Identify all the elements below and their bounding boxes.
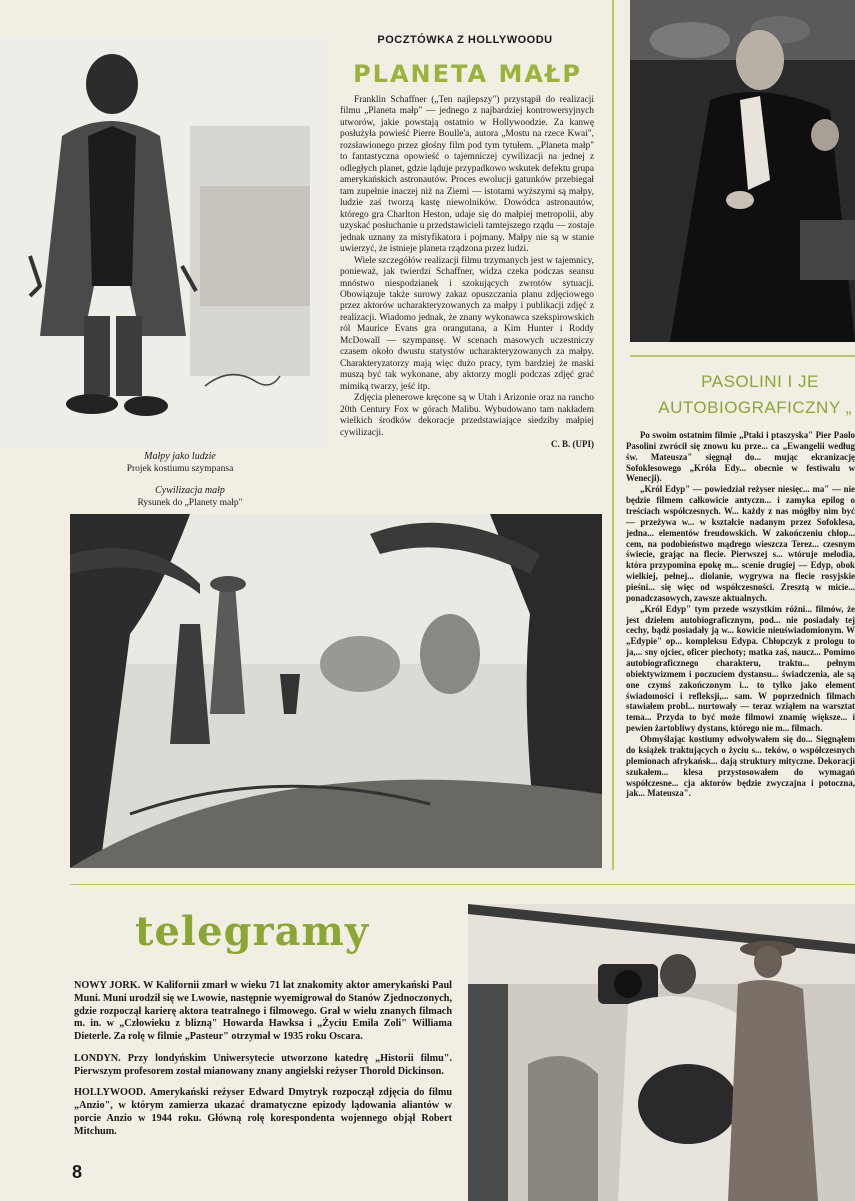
right-article-paragraph: „Król Edyp" tym przede wszystkim różni... filmów, że jest dziełem autobiograficznym, pod... nie posiadały tej cechy, bądź posiadały ją w... kowicie nieuświadomionym. W „Edypie" op... kompleksu Edypa. Chłopczyk z prologu to ja,... sny ojciec, oficer piechoty; matka zaś, naucz... Pomimo autobiograficznego charakteru, traktu... pełnym obiektywizmem i poczuciem dystansu... świadczenia, ale są one czymś zakończonym i... to tylko jako element świadomości i refleksji,... sam. W poprzednich filmach stawiałem probl... nurtowały — teraz wziąłem na warsztat tema... Przyda to być może filmowi znamię większe... i pewien żartobliwy dystans, którego nie m... filmach. [626,603,855,734]
article-paragraph: Zdjęcia plenerowe kręcone są w Utah i Arizonie oraz na rancho 20th Century Fox w górach Malibu. Wybudowano tam nakładem wielkich środków dekoracje przedstawiające siedziby małpiej cywilizacji. [340,393,594,438]
telegram-text: Amerykański reżyser Edward Dmytryk rozpoczął zdjęcia do filmu „Anzio", w którym zamierza ukazać dramatyczne epizody lądowania aliantów w porcie Anzio w 1944 roku. Główną rolę korespondenta wojennego objął Robert Mitchum. [74,1087,452,1137]
right-article-paragraph: „Król Edyp" — powiedział reżyser niesięc... ma" — nie będzie filmem całkowicie antyczn... i zamyka epilog o treściach współczesnych. W... każdy z nas mógłby nim być — przeżywa w... w kształcie nadanym przez Sofoklesa, jedna... elementów freudowskich. W zakończeniu chłop... cem, na podobieństwo mądrego wieszcza Terez... czesnym świecie, grając na flecie. Pierwszej s... wtóruje melodia, która przypomina epokę m... scenie drugiej — Edyp, obok wielkiej, pełnej... diolanie, wygrywa na flecie rosyjskie pieśni... się więc od współczesności. Zresztą w micie... ponadczasowych, zawsze aktualnych. [626,484,855,603]
article-signature: C. B. (UPI) [551,439,594,450]
ape-civilization-drawing [70,514,602,868]
telegrams-list [74,980,452,1147]
telegram-city: LONDYN. [74,1052,121,1064]
telegram-city: NOWY JORK. [74,980,141,991]
telegram-item [74,980,452,1044]
telegram-item [74,1087,452,1138]
telegram-item [74,1053,452,1079]
section-rule [70,884,855,885]
article-paragraph: Franklin Schaffner („Ten najlepszy") przystąpił do realizacji filmu „Planeta małp" — jednego z najbardziej kontrowersyjnych utworów, jakie powstają ostatnio w Hollywoodzie. Za kanwę posłużyła powieść Pierre Boulle'a, autora „Mostu na rzece Kwai", rozsławionego przez głośny film pod tym tytułem. „Planeta małp" to fantastyczna opowieść o tajemniczej cywilizacji na jednej z odległych planet, gdzie ląduje przypadkowo wskutek defektu grupa amerykańskich astronautów. Proces ewolucji gatunków przebiegał tam zupełnie inaczej niż na Ziemi — istotami wyższymi są małpy, ludzie zaś tworzą kastę niewolników. Dowódca astronautów, którego gra Charlton Heston, udaje się do małpiej metropolii, aby uzyskać posłuchanie u przedstawicieli tamtejszego rządu — zostaje jednak uznany za mistyfikatora i pojmany. Małpy nie są w stanie uwierzyć, że istnieje planeta rządzona przez ludzi. [340,95,594,255]
article-title: PLANETA MAŁP [353,60,582,88]
mid-caption [110,485,270,509]
right-article-title-1: PASOLINI I JE [701,372,819,391]
left-caption-text: Projek kostiumu szympansa [126,463,234,474]
left-caption [110,451,250,475]
right-article-paragraph: Obmyślając kostiumy odwoływałem się do... Sięgnąłem do książek traktujących o życiu s... teków, o współczesnych plemionach afrykańsk... dają struktury mityczne. Dekoracji szukałem... klesa przystosowałem do wymagań współczesne... cja aktorów będzie zwyczajna i potoczna, jak... Mateusza". [626,734,855,799]
article-kicker: POCZTÓWKA Z HOLLYWOODU [377,34,553,46]
telegram-text: W Kalifornii zmarł w wieku 71 lat znakomity aktor amerykański Paul Muni. Muni urodził się we Lwowie, następnie wyemigrował do Stanów Zjednoczonych, gdzie rozpoczął karierę aktora teatralnego i filmowego. Grał w wielu znanych filmach m. in. w „Człowieku z blizną" Howarda Hawksa i „Życiu Emila Zoli" Williama Dieterle. Za rolę w filmie „Pasteur" otrzymał w 1935 roku Oscara. [74,980,452,1042]
left-caption-title: Małpy jako ludzie [144,451,216,462]
telegram-city: HOLLYWOOD. [74,1087,146,1099]
mid-caption-text: Rysunek do „Planety małp" [137,497,243,508]
right-article-body [626,430,855,868]
right-article-paragraph: Po swoim ostatnim filmie „Ptaki i ptaszyska" Pier Paolo Pasolini zwrócił się znowu ku prze... ca „Ewangelii według św. Mateusza" sięgnął do... mując ekranizację Sofoklesowego „Króla Edy... obecnie w festiwalu w Wenecji). [626,430,855,484]
top-right-rule [630,355,855,357]
telegram-text: Przy londyńskim Uniwersytecie utworzono katedrę „Historii filmu". Pierwszym profesorem został mianowany znany angielski reżyser Thorold Dickinson. [74,1052,452,1077]
top-right-film-still [630,0,855,342]
article-body [340,95,594,450]
film-set-photo [468,904,855,1201]
article-paragraph: Wiele szczegółów realizacji filmu trzymanych jest w tajemnicy, ponieważ, jak twierdzi Schaffner, widza czeka podczas seansu mnóstwo niespodzianek i szokujących zwrotów sytuacji. Obowiązuje także surowy zakaz opuszczania planu zdjęciowego przez aktorów ucharakteryzowanych za małpy i publikacji zdjęć z realizacji. Wiadomo jednak, że znany wykonawca szekspirowskich ról Maurice Evans gra orangutana, a Kim Hunter i Roddy McDowall — szympansę. W scenach masowych uczestniczy czasem około dwustu statystów ucharakteryzowanych za małpy. Charakteryzatorzy mają więc dużo pracy, tym bardziej że maski muszą być tak wykonane, aby aktorzy mogli podczas zdjęć grać mimiką twarzy, jeść itp. [340,255,594,392]
telegrams-title: telegramy [135,908,370,955]
column-divider [612,0,614,870]
ape-costume-illustration [0,36,324,448]
page-number: 8 [72,1162,83,1182]
right-article-title-2: AUTOBIOGRAFICZNY „ [658,398,852,417]
mid-caption-title: Cywilizacja małp [155,485,225,496]
